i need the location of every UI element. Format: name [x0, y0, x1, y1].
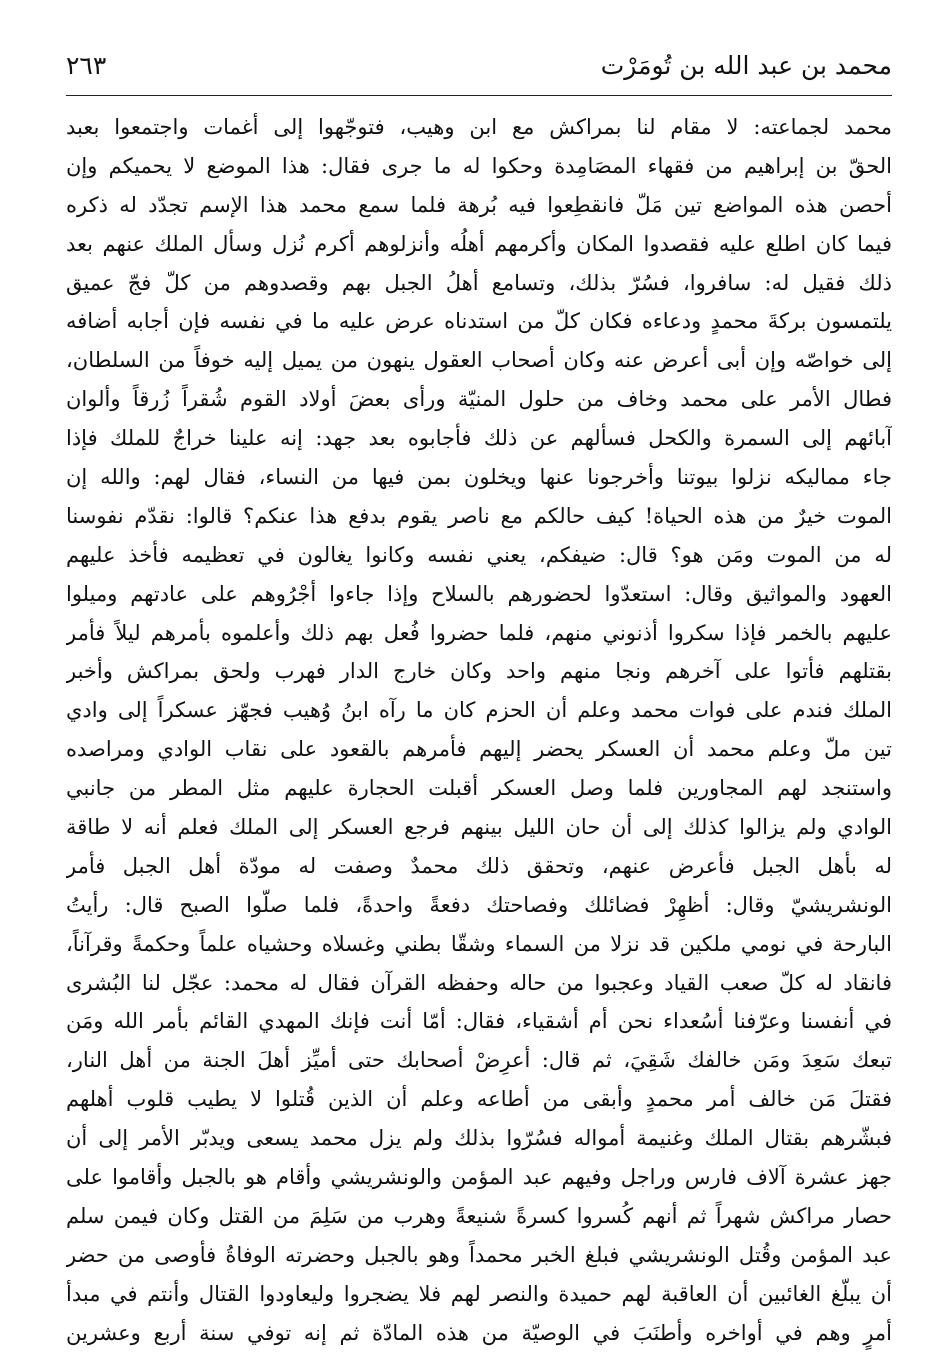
text-line: ذلك فقيل له: سافروا، فسُرّ بذلك، وتسامع أهلُ الجبل بهم وقصدوهم من كلّ فجّ عميق: [66, 270, 892, 295]
text-line: محمد لجماعته: لا مقام لنا بمراكش مع ابن وهيب، فتوجّهوا إلى أغمات واجتمعوا بعبد: [66, 115, 892, 139]
text-line: أحصن هذه المواضع تين مَلّ فانقطِعوا فيه بُرهة فلما سمع محمد هذا الإسم تجدّد له ذكره: [66, 192, 892, 217]
text-line: فقتلَ مَن خالف أمر محمدٍ وأبقى من أطاعه وعلم أن الذين قُتلوا لا يطيب قلوب أهلهم: [66, 1087, 892, 1112]
text-line: إلى خواصّه وإن أبى أعرض عنه وكان أصحاب العقول ينهون من يميل إليه خوفاً من السلطان،: [66, 348, 892, 373]
page-number: ٢٦٣: [66, 51, 107, 80]
text-line: أمرٍ وهم في أواخره وأطنَبَ في الوصيّة من هذه المادّة ثم إنه توفي سنة أربع وعشرين: [66, 1320, 892, 1345]
text-line: فطال الأمر على محمد وخاف من حلول المنيّة ورأى بعضَ أولاد القوم شُقراً زُرقاً وألوان: [66, 387, 892, 412]
text-line: يلتمسون بركةَ محمدٍ ودعاءه فكان كلّ من استدناه عرض عليه ما في نفسه فإن أجابه أضافه: [66, 309, 892, 334]
text-line: البارحة في نومي ملكين قد نزلا من السماء وشقّا بطني وغسلاه وحشياه علماً وحكمةً وقرآناً،: [66, 931, 892, 956]
text-line: واستنجد لهم المجاورين فلما وصل العسكر أقبلت الحجارة عليهم مثل المطر من جانبي: [66, 776, 892, 801]
text-line: بقتلهم فأتوا على آخرهم ونجا منهم واحد وكان خارج الدار فهرب ولحق بمراكش وأخبر: [66, 659, 892, 684]
text-line: تبعك سَعِدَ ومَن خالفك شَقِيَ، ثم قال: أعرِضْ أصحابك حتى أميِّز أهلَ الجنة من أهل النار،: [66, 1048, 892, 1073]
text-line: أن يبلّغ الغائبين أن العاقبة لهم حميدة والنصر لهم فلا يضجروا وليعاودوا القتال وأنتم في مبدأ: [66, 1281, 892, 1306]
text-line: الموت خيرٌ من هذه الحياة! كيف حالكم مع ناصر يقوم بدفع هذا عنكم؟ قالوا: نقدّم نفوسنا: [66, 503, 892, 528]
text-line: عبد المؤمن وقُتل الونشريشي فبلغ الخبر محمداً وهو بالجبل وحضرته الوفاةُ فأوصى من حضر: [66, 1242, 892, 1267]
text-line: تين ملّ وعلم محمد أن العسكر يحضر إليهم فأمرهم بالقعود على نقاب الوادي ومراصده: [66, 737, 892, 762]
text-line: الحقّ بن إبراهيم من فقهاء المصَامِدة وحكوا له ما جرى فقال: هذا الموضع لا يحميكم وإن: [66, 153, 892, 178]
text-line: جهز عشرة آلاف فارس وراجل وفيهم عبد المؤمن والونشريشي وأقام هو بالجبل وأقاموا على: [66, 1165, 892, 1190]
text-line: فيما كان اطلع عليه فقصدوا المكان وأكرمهم أهلُه وأنزلوهم أكرم نُزل وسأل الملك عنهم بعد: [66, 231, 892, 256]
text-line: له من الموت ومَن هو؟ قال: ضيفكم، يعني نفسه وكانوا يغالون في تعظيمه فأخذ عليهم: [66, 542, 892, 567]
text-line: الونشريشيّ وقال: أظهِرْ فضائلك وفصاحتك دفعةً واحدةً، فلما صلّوا الصبح قال: رأيتُ: [66, 892, 892, 917]
text-line: فبشّرهم بقتال الملك وغنيمة أمواله فسُرّوا بذلك ولم يزل محمد يسعى ويدبّر الأمر إلى أن: [66, 1126, 892, 1151]
running-title: محمد بن عبد الله بن تُومَرْت: [600, 51, 892, 80]
text-line: في أنفسنا وعرّفنا أسُعداء نحن أم أشقياء، فقال: أمّا أنت فإنك المهدي القائم بأمر الله ومَن: [66, 1009, 892, 1034]
text-line: عليهم بالخمر فإذا سكروا أذنوني منهم، فلما حضروا فُعل بهم ذلك وأعلموه بأمرهم ليلاً فأمر: [66, 620, 892, 645]
text-line: الوادي ولم يزالوا كذلك إلى أن حان الليل بينهم فرجع العسكر إلى الملك فعلم أنه لا طاقة: [66, 815, 892, 840]
text-line: حصار مراكش شهراً ثم أنهم كُسروا كسرةً شنيعةً وهرب من سَلِمَ من القتل وكان فيمن سلم: [66, 1203, 892, 1228]
header-rule: [66, 95, 892, 96]
text-line: الملك فندم على فوات محمد وعلم أن الحزم كان ما رآه ابنُ وُهيب فجهّز عسكراً إلى وادي: [66, 698, 892, 723]
body-text: [66, 108, 892, 1353]
text-line: فانقاد له كلّ صعب القياد وعجبوا من حاله وحفظه القرآن فقال له محمد: عجّل لنا البُشرى: [66, 970, 892, 995]
page-header: [66, 46, 892, 86]
text-line: آبائهم إلى السمرة والكحل فسألهم عن ذلك فأجابوه بعد جهد: إنه علينا خراجٌ للملك فإذا: [66, 426, 892, 451]
text-line: له بأهل الجبل فأعرض عنهم، وتحقق ذلك محمدٌ وصفت له مودّة أهل الجبل فأمر: [66, 853, 892, 878]
text-line: جاء مماليكه نزلوا بيوتنا وأخرجونا عنها ويخلون بمن فيها من النساء، فقال لهم: والله إن: [66, 465, 892, 490]
text-line: العهود والمواثيق وقال: استعدّوا لحضورهم بالسلاح وإذا جاءوا أجْرُوهم على عادتهم وميلوا: [66, 581, 892, 606]
